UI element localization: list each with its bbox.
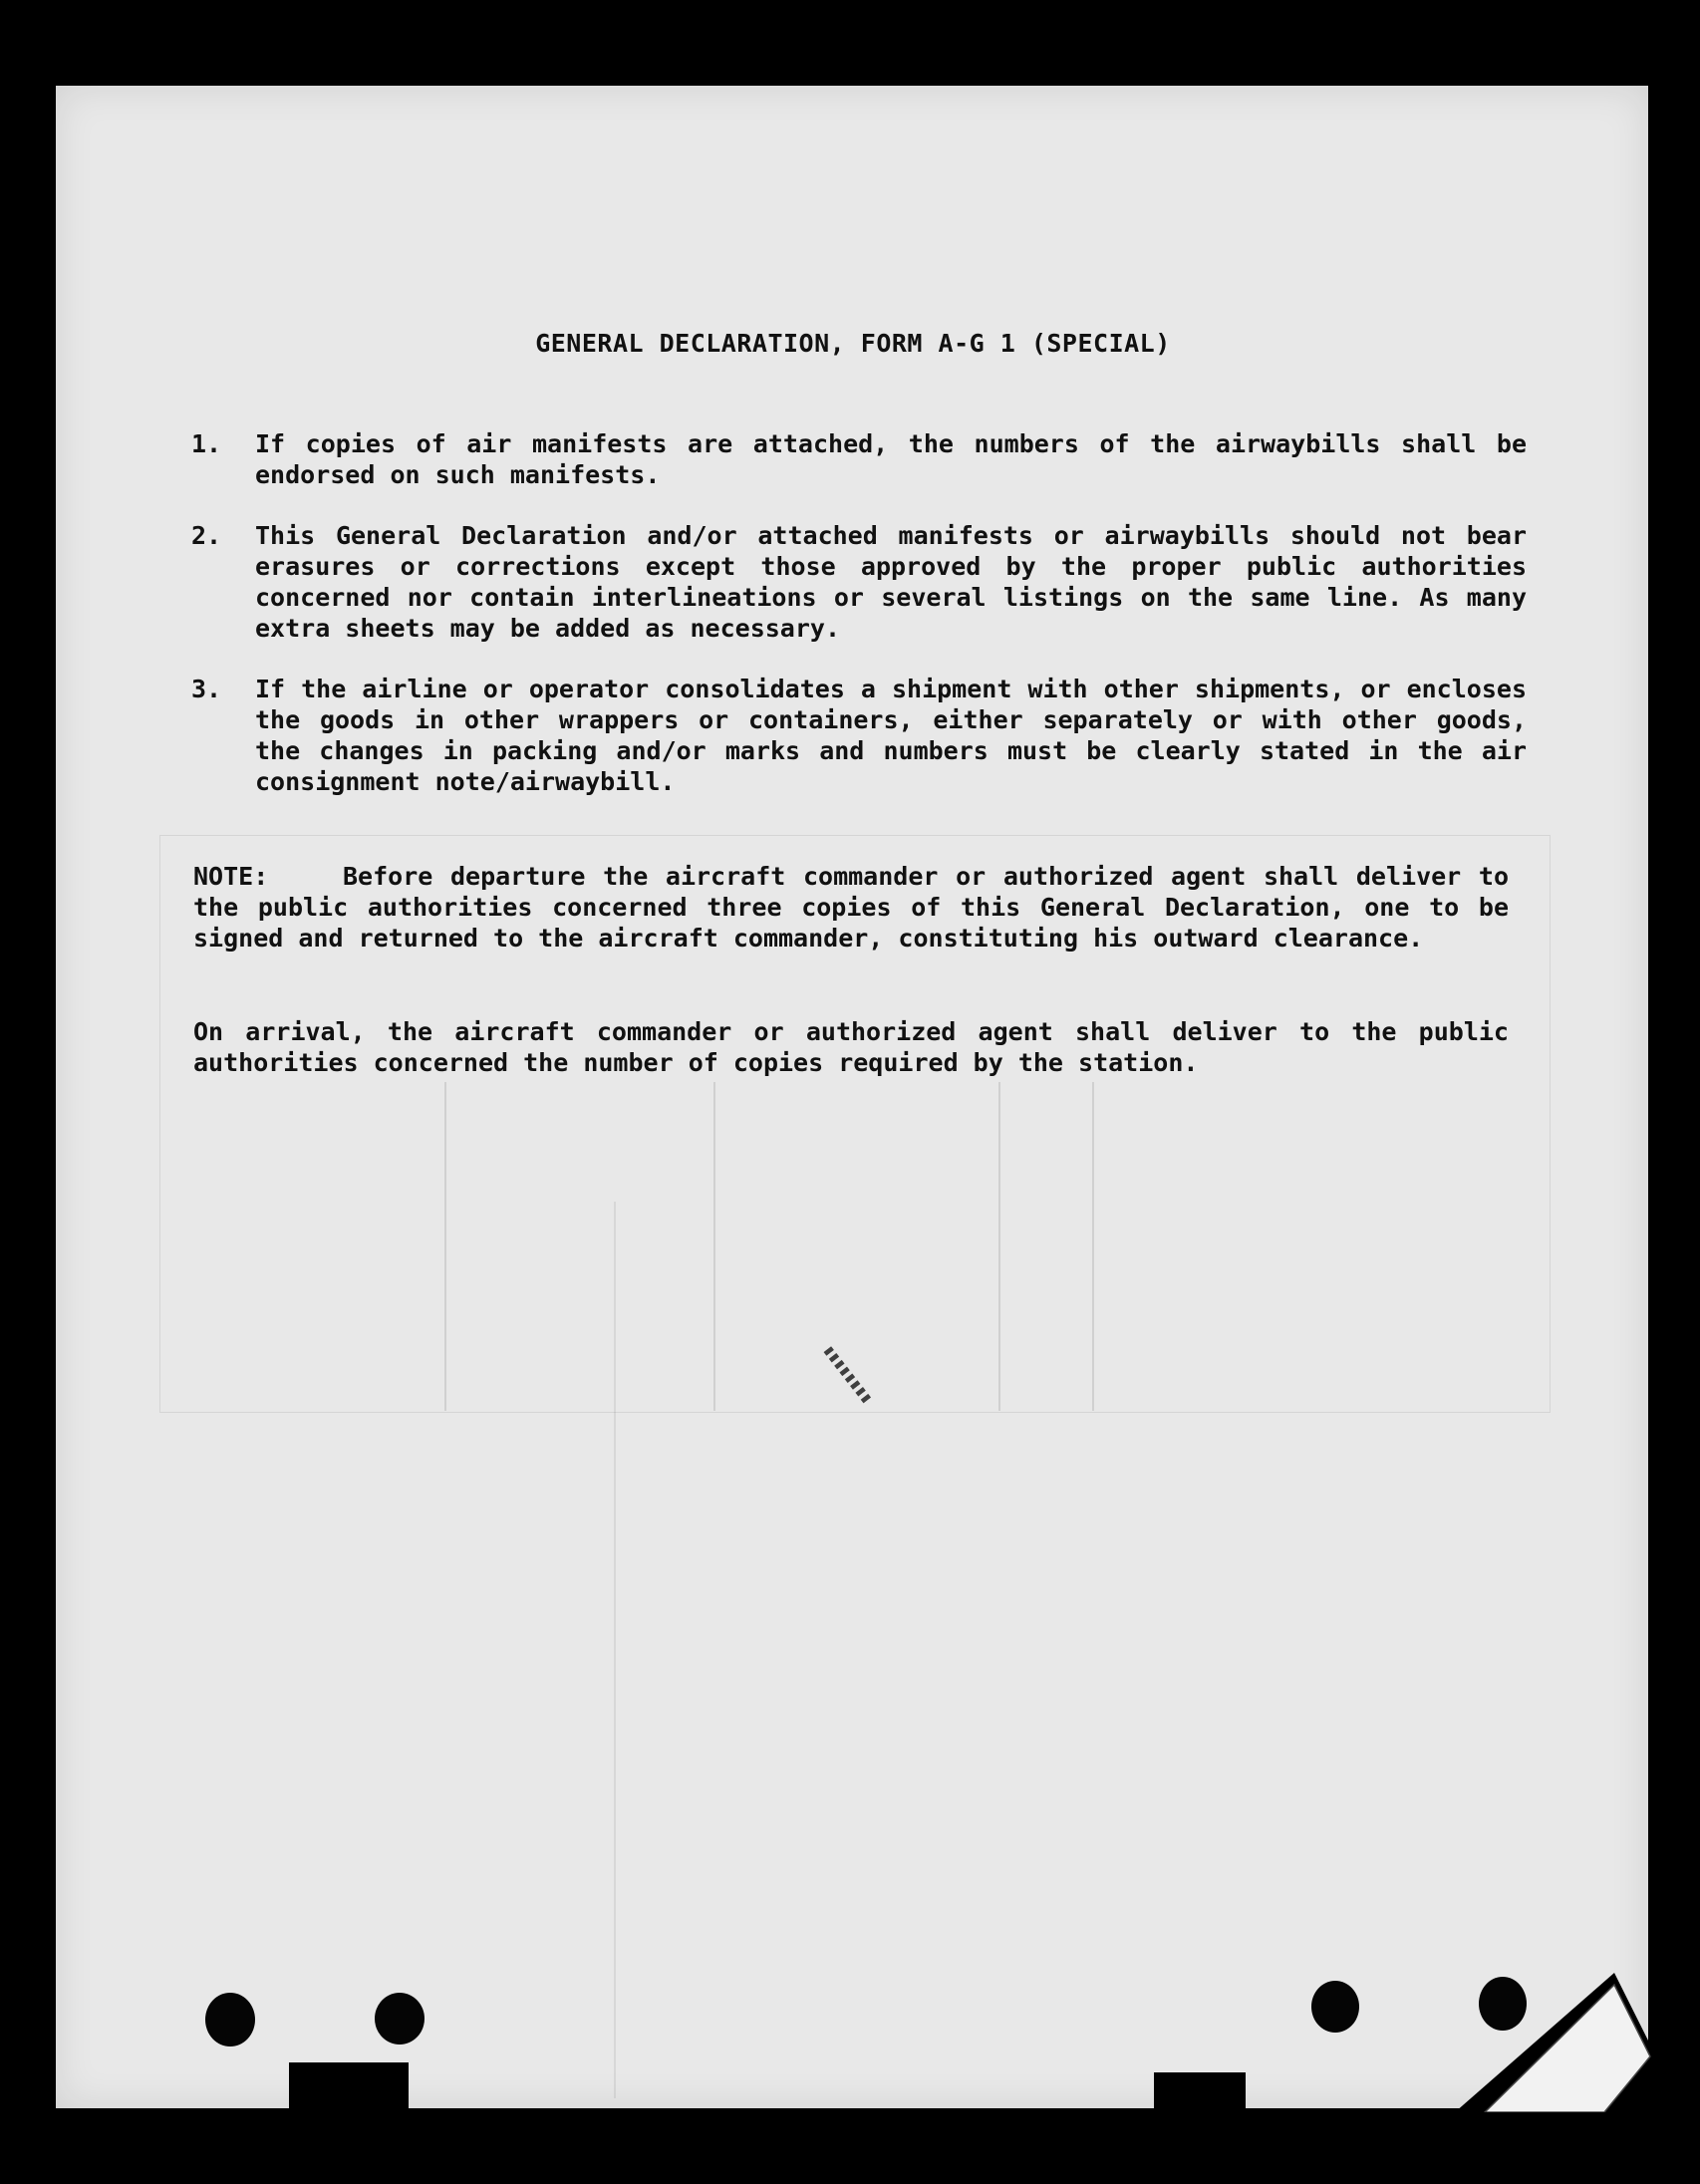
punch-hole [1311, 1981, 1359, 2033]
page-title: GENERAL DECLARATION, FORM A-G 1 (SPECIAL) [535, 329, 1171, 358]
list-item-number: 2. [191, 521, 222, 550]
document-page [56, 86, 1648, 2108]
punch-hole [205, 1993, 255, 2047]
list-item-text: If the airline or operator consolidates a shipment with other shipments, or encloses the goods in other wrappers or containers, either separately or with other goods, the changes in packing and/or marks and numbers must be clearly stated in the air consignment note/airwaybill. [255, 675, 1527, 796]
arrival-paragraph: On arrival, the aircraft commander or authorized agent shall deliver to the public authorities concerned the number of copies required by the station. [193, 1017, 1509, 1077]
binding-tab [289, 2062, 409, 2112]
stamp-mark: ▮▮▮▮▮▮▮▮ [819, 1340, 877, 1407]
bleed-through-divider [998, 1082, 1000, 1411]
list-item-text: This General Declaration and/or attached manifests or airwaybills should not bear erasures or corrections except those approved by the proper public authorities concerned nor contain interlineations or several listings on the same line. As many extra sheets may be added as necessary. [255, 521, 1527, 643]
bleed-through-divider [444, 1082, 446, 1411]
note-label: NOTE: [193, 862, 269, 891]
folded-corner [1455, 1973, 1654, 2112]
binding-tab [1154, 2072, 1246, 2112]
list-item-number: 3. [191, 675, 222, 703]
page-fold-line [614, 1202, 616, 2098]
note-text: Before departure the aircraft commander or authorized agent shall deliver to the public authorities concerned three copies of this General Declaration, one to be signed and returned to the aircraft commander, constituting his outward clearance. [193, 862, 1509, 953]
list-item-number: 1. [191, 429, 222, 458]
note-paragraph [193, 861, 1509, 954]
list-item-3 [191, 674, 1527, 797]
bleed-through-divider [713, 1082, 715, 1411]
list-item-2 [191, 520, 1527, 644]
bleed-through-divider [1092, 1082, 1094, 1411]
list-item-text: If copies of air manifests are attached, the numbers of the airwaybills shall be endorsed on such manifests. [255, 429, 1527, 489]
punch-hole [375, 1993, 425, 2045]
list-item-1 [191, 428, 1527, 490]
